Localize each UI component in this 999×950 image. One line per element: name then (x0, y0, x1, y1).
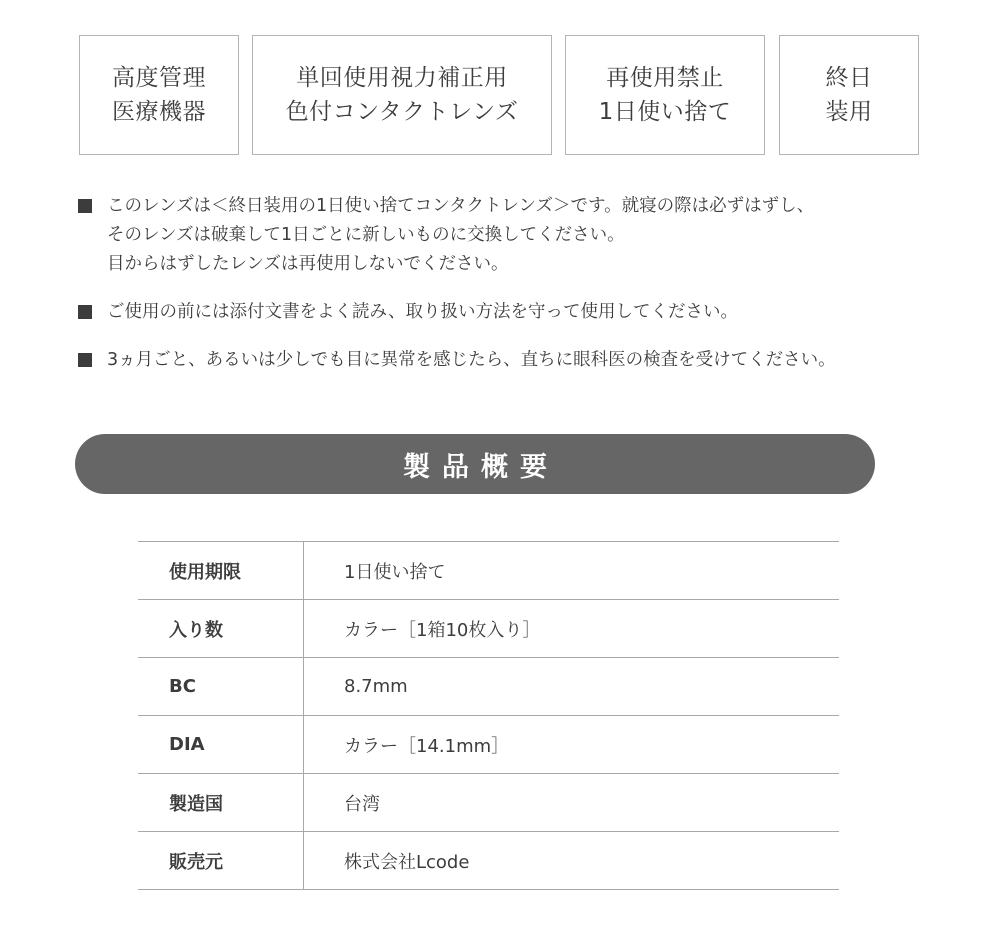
badge-line: 医療機器 (112, 99, 206, 125)
spec-key: 入り数 (138, 600, 304, 658)
badge-line: 終日 (825, 65, 873, 91)
note-text: 3ヵ月ごと、あるいは少しでも目に異常を感じたら、直ちに眼科医の検査を受けてください。 (107, 350, 836, 370)
spec-key: 使用期限 (138, 542, 304, 600)
spec-key: BC (138, 658, 304, 716)
note-text: そのレンズは破棄して1日ごとに新しいものに交換してください。 (107, 225, 625, 245)
product-spec-table (138, 541, 839, 890)
note-item (78, 298, 978, 327)
badge-line: 色付コンタクトレンズ (285, 99, 519, 125)
table-row (138, 716, 839, 774)
note-text: ご使用の前には添付文書をよく読み、取り扱い方法を守って使用してください。 (107, 302, 739, 322)
note-item (78, 192, 978, 279)
badge-daily-wear (779, 35, 919, 155)
badge-line: 単回使用視力補正用 (296, 65, 508, 91)
badge-line: 再使用禁止 (606, 65, 724, 91)
square-bullet-icon (78, 199, 92, 213)
badge-disposable (565, 35, 765, 155)
note-text: 目からはずしたレンズは再使用しないでください。 (107, 254, 509, 274)
spec-value: 台湾 (304, 774, 840, 832)
square-bullet-icon (78, 305, 92, 319)
note-text: このレンズは＜終日装用の1日使い捨てコンタクトレンズ＞です。就寝の際は必ずはずし、 (107, 196, 815, 216)
table-row (138, 542, 839, 600)
badge-line: 装用 (825, 99, 873, 125)
spec-value: カラー［1箱10枚入り］ (304, 600, 840, 658)
badge-line: 1日使い捨て (598, 99, 732, 125)
table-row (138, 774, 839, 832)
table-row (138, 600, 839, 658)
spec-key: 製造国 (138, 774, 304, 832)
spec-value: 8.7mm (304, 658, 840, 716)
badge-medical-device (79, 35, 239, 155)
table-row (138, 658, 839, 716)
square-bullet-icon (78, 353, 92, 367)
caution-notes (78, 192, 978, 375)
spec-key: 販売元 (138, 832, 304, 890)
spec-value: カラー［14.1mm］ (304, 716, 840, 774)
spec-value: 株式会社Lcode (304, 832, 840, 890)
spec-key: DIA (138, 716, 304, 774)
spec-value: 1日使い捨て (304, 542, 840, 600)
note-item (78, 346, 978, 375)
badge-lens-type (252, 35, 552, 155)
badge-line: 高度管理 (112, 65, 206, 91)
section-title: 製品概要 (75, 434, 875, 494)
table-row (138, 832, 839, 890)
